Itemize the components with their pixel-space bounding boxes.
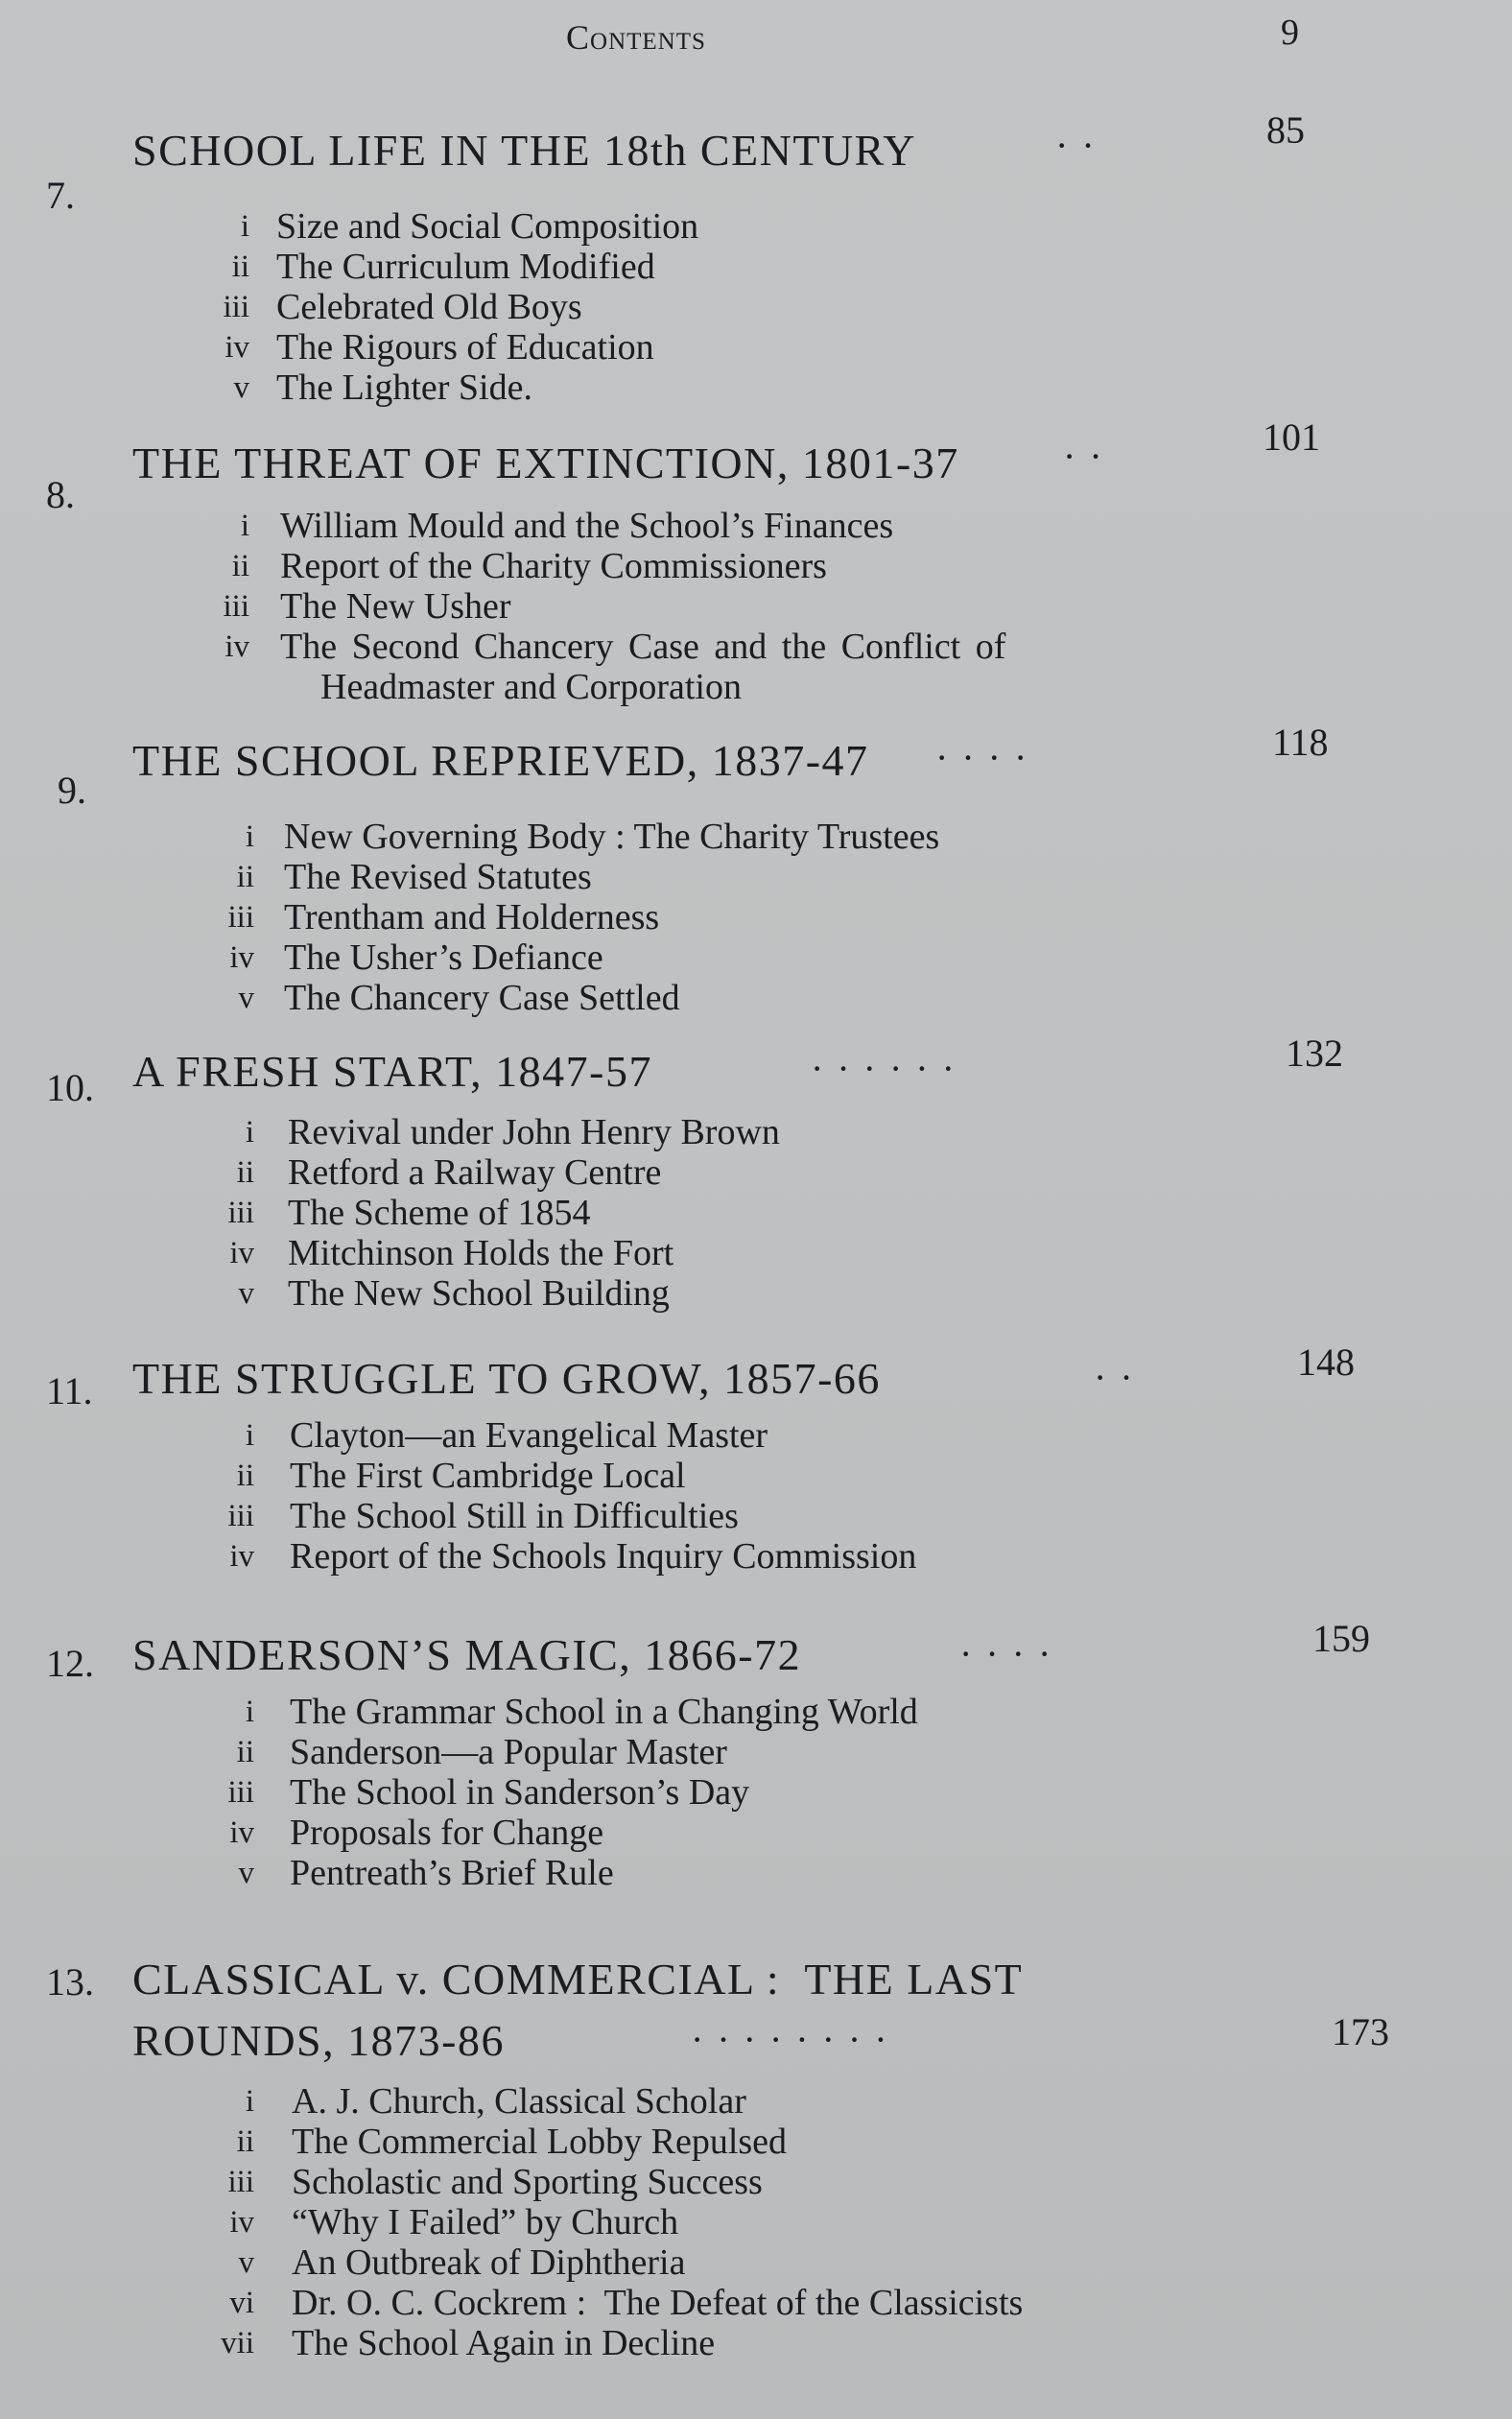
running-head: Contents bbox=[566, 18, 706, 57]
chapter-number: 10. bbox=[46, 1066, 94, 1109]
section-item bbox=[0, 2080, 1512, 2121]
section-item bbox=[0, 1232, 1512, 1272]
chapter-heading bbox=[0, 1032, 1512, 1109]
section-numeral: ii bbox=[236, 2124, 254, 2159]
section-numeral: i bbox=[245, 1695, 254, 1729]
section-title: Report of the Charity Commissioners bbox=[280, 546, 827, 586]
chapter-7 bbox=[0, 108, 1512, 408]
section-title: Proposals for Change bbox=[290, 1813, 604, 1853]
section-numeral: v bbox=[238, 981, 254, 1015]
section-title: The Scheme of 1854 bbox=[288, 1193, 591, 1233]
dot-leaders: · · · · · · bbox=[811, 1047, 957, 1090]
chapter-9 bbox=[0, 721, 1512, 1018]
section-item bbox=[0, 286, 1512, 326]
chapter-heading bbox=[0, 1617, 1512, 1685]
section-numeral: v bbox=[238, 2245, 254, 2280]
chapter-title: THE STRUGGLE TO GROW, 1857-66 bbox=[132, 1354, 881, 1403]
section-title: Report of the Schools Inquiry Commission bbox=[290, 1536, 917, 1577]
dot-leaders: · · bbox=[1094, 1356, 1135, 1399]
section-continuation bbox=[0, 666, 1512, 706]
section-item bbox=[0, 326, 1512, 367]
section-list bbox=[0, 2080, 1512, 2362]
section-item bbox=[0, 937, 1512, 977]
chapter-title: CLASSICAL v. COMMERCIAL : THE LAST bbox=[132, 1955, 1024, 2004]
chapter-page: 85 bbox=[1266, 108, 1305, 152]
dot-leaders: · · · · bbox=[935, 736, 1029, 779]
section-title: Sanderson—a Popular Master bbox=[290, 1732, 727, 1772]
chapter-12 bbox=[0, 1617, 1512, 1893]
section-numeral: ii bbox=[231, 549, 249, 583]
section-numeral: ii bbox=[236, 860, 254, 894]
section-numeral: v bbox=[238, 1856, 254, 1890]
section-numeral: iii bbox=[227, 1775, 254, 1810]
section-item bbox=[0, 856, 1512, 896]
section-item bbox=[0, 545, 1512, 585]
chapter-page: 101 bbox=[1263, 415, 1320, 459]
chapter-10 bbox=[0, 1032, 1512, 1314]
section-title: Mitchinson Holds the Fort bbox=[288, 1233, 674, 1273]
section-numeral: iv bbox=[224, 629, 249, 664]
section-numeral: vi bbox=[229, 2286, 254, 2320]
section-list bbox=[0, 816, 1512, 1017]
section-item bbox=[0, 2322, 1512, 2362]
section-item bbox=[0, 1272, 1512, 1313]
section-numeral: i bbox=[245, 1115, 254, 1150]
section-title: New Governing Body : The Charity Trustees bbox=[284, 817, 940, 857]
section-numeral: iv bbox=[229, 940, 254, 975]
chapter-title-line2: ROUNDS, 1873-86 bbox=[132, 2016, 505, 2065]
chapter-13 bbox=[0, 1954, 1512, 2362]
section-item bbox=[0, 1495, 1512, 1535]
chapter-8 bbox=[0, 415, 1512, 707]
section-item bbox=[0, 505, 1512, 545]
section-item bbox=[0, 2121, 1512, 2161]
section-item bbox=[0, 2241, 1512, 2282]
section-title: An Outbreak of Diphtheria bbox=[292, 2242, 686, 2283]
section-numeral: i bbox=[240, 509, 249, 543]
chapter-number: 8. bbox=[46, 473, 75, 516]
section-item bbox=[0, 2282, 1512, 2322]
section-item bbox=[0, 1535, 1512, 1576]
chapter-number: 7. bbox=[46, 174, 75, 217]
section-item bbox=[0, 626, 1512, 666]
chapter-title: SANDERSON’S MAGIC, 1866-72 bbox=[132, 1630, 802, 1679]
section-numeral: iii bbox=[227, 1499, 254, 1533]
dot-leaders: · · bbox=[1055, 124, 1097, 167]
section-numeral: ii bbox=[231, 249, 249, 284]
section-numeral: ii bbox=[236, 1459, 254, 1493]
section-list bbox=[0, 1111, 1512, 1313]
section-title: Revival under John Henry Brown bbox=[288, 1112, 780, 1152]
section-item bbox=[0, 1731, 1512, 1771]
dot-leaders: · · · · · · · · bbox=[691, 2018, 889, 2061]
chapter-number: 13. bbox=[46, 1960, 94, 2004]
section-item bbox=[0, 246, 1512, 286]
section-item bbox=[0, 816, 1512, 856]
section-item bbox=[0, 1192, 1512, 1232]
page-number: 9 bbox=[1281, 12, 1299, 53]
section-numeral: iii bbox=[227, 900, 254, 935]
section-title: A. J. Church, Classical Scholar bbox=[292, 2081, 746, 2122]
chapter-page: 148 bbox=[1297, 1340, 1355, 1384]
section-list bbox=[0, 505, 1512, 706]
section-item bbox=[0, 2201, 1512, 2241]
section-title: Scholastic and Sporting Success bbox=[292, 2162, 763, 2202]
dot-leaders: · · bbox=[1063, 435, 1104, 478]
chapter-heading bbox=[0, 415, 1512, 516]
chapter-page: 159 bbox=[1312, 1617, 1370, 1660]
section-numeral: iii bbox=[227, 1196, 254, 1230]
chapter-number: 9. bbox=[58, 769, 86, 812]
section-item bbox=[0, 2161, 1512, 2201]
chapter-page: 132 bbox=[1286, 1032, 1343, 1075]
section-numeral: v bbox=[238, 1276, 254, 1311]
section-list bbox=[0, 1691, 1512, 1892]
section-list bbox=[0, 205, 1512, 407]
section-item bbox=[0, 1414, 1512, 1455]
chapter-title: A FRESH START, 1847-57 bbox=[132, 1047, 652, 1096]
section-title: The School Again in Decline bbox=[292, 2323, 716, 2363]
section-title: The Chancery Case Settled bbox=[284, 978, 680, 1018]
section-numeral: i bbox=[245, 1418, 254, 1453]
section-numeral: iv bbox=[229, 1539, 254, 1574]
section-item bbox=[0, 1691, 1512, 1731]
section-title: The First Cambridge Local bbox=[290, 1456, 686, 1496]
section-item bbox=[0, 1455, 1512, 1495]
section-title: William Mould and the School’s Finances bbox=[280, 506, 894, 546]
section-title: The School in Sanderson’s Day bbox=[290, 1772, 750, 1813]
chapter-heading bbox=[0, 108, 1512, 217]
section-title: The Curriculum Modified bbox=[276, 247, 655, 287]
section-title: The School Still in Difficulties bbox=[290, 1496, 739, 1536]
section-item bbox=[0, 896, 1512, 937]
section-title: Pentreath’s Brief Rule bbox=[290, 1853, 614, 1893]
section-item bbox=[0, 367, 1512, 407]
section-title: The Rigours of Education bbox=[276, 327, 654, 368]
section-numeral: ii bbox=[236, 1735, 254, 1769]
chapter-title: SCHOOL LIFE IN THE 18th CENTURY bbox=[132, 126, 916, 175]
section-title: The New School Building bbox=[288, 1273, 670, 1314]
section-item bbox=[0, 205, 1512, 246]
section-item bbox=[0, 1151, 1512, 1192]
chapter-11 bbox=[0, 1340, 1512, 1577]
section-item bbox=[0, 1771, 1512, 1812]
chapter-title: THE SCHOOL REPRIEVED, 1837-47 bbox=[132, 736, 869, 785]
section-numeral: iii bbox=[227, 2165, 254, 2199]
section-title: Clayton—an Evangelical Master bbox=[290, 1415, 768, 1456]
chapter-heading bbox=[0, 1954, 1512, 2015]
section-numeral: v bbox=[233, 370, 249, 405]
section-numeral: iv bbox=[224, 330, 249, 365]
section-title: The Revised Statutes bbox=[284, 857, 592, 897]
section-title-continuation: Headmaster and Corporation bbox=[320, 667, 742, 707]
section-title: Celebrated Old Boys bbox=[276, 287, 582, 327]
section-numeral: iii bbox=[223, 290, 249, 324]
section-item bbox=[0, 977, 1512, 1017]
section-title: Retford a Railway Centre bbox=[288, 1152, 662, 1193]
section-title: The Grammar School in a Changing World bbox=[290, 1692, 918, 1732]
section-numeral: ii bbox=[236, 1155, 254, 1190]
chapter-number: 12. bbox=[46, 1642, 94, 1685]
chapter-page: 173 bbox=[1332, 2010, 1389, 2053]
section-item bbox=[0, 585, 1512, 626]
section-numeral: i bbox=[240, 209, 249, 244]
section-title: The Lighter Side. bbox=[276, 368, 532, 408]
section-title: The Second Chancery Case and the Conflict of bbox=[280, 627, 1006, 667]
section-item bbox=[0, 1111, 1512, 1151]
section-list bbox=[0, 1414, 1512, 1576]
section-item bbox=[0, 1852, 1512, 1892]
chapter-title: THE THREAT OF EXTINCTION, 1801-37 bbox=[132, 439, 959, 487]
chapter-page: 118 bbox=[1272, 721, 1329, 764]
section-title: Dr. O. C. Cockrem : The Defeat of the Classicists bbox=[292, 2283, 1024, 2323]
chapter-heading bbox=[0, 1340, 1512, 1412]
chapter-heading bbox=[0, 721, 1512, 812]
section-numeral: iv bbox=[229, 2205, 254, 2240]
section-title: “Why I Failed” by Church bbox=[292, 2202, 679, 2242]
section-numeral: i bbox=[245, 2084, 254, 2119]
section-numeral: iv bbox=[229, 1815, 254, 1850]
section-item bbox=[0, 1812, 1512, 1852]
chapter-number: 11. bbox=[46, 1369, 93, 1412]
section-title: The Commercial Lobby Repulsed bbox=[292, 2122, 788, 2162]
section-numeral: iii bbox=[223, 589, 249, 624]
section-numeral: iv bbox=[229, 1236, 254, 1270]
dot-leaders: · · · · bbox=[959, 1632, 1053, 1675]
section-title: Trentham and Holderness bbox=[284, 897, 660, 937]
section-title: The Usher’s Defiance bbox=[284, 937, 603, 978]
section-title: The New Usher bbox=[280, 586, 511, 627]
chapter-heading-line2 bbox=[0, 2010, 1512, 2075]
section-numeral: vii bbox=[221, 2326, 254, 2360]
section-title: Size and Social Composition bbox=[276, 206, 699, 247]
section-numeral: i bbox=[245, 819, 254, 854]
